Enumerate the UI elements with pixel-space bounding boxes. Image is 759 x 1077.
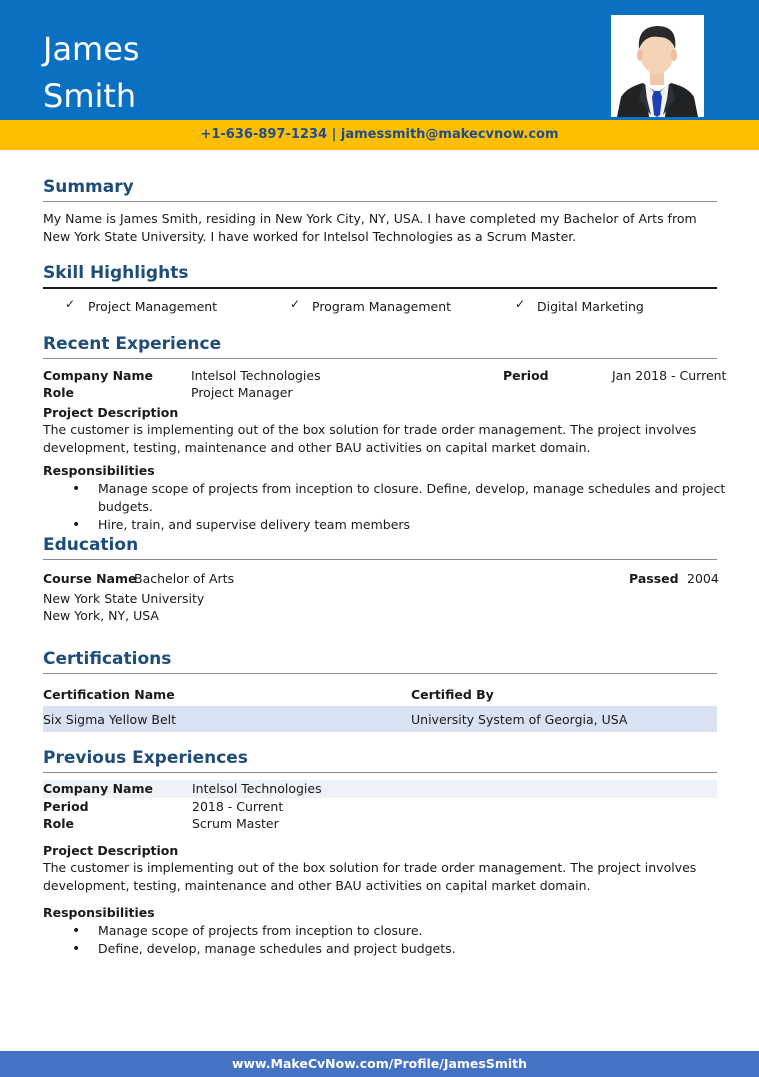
recent-experience-title: Recent Experience xyxy=(43,334,717,359)
footer-bar xyxy=(0,1051,759,1077)
skill-item: Project Management xyxy=(88,299,218,314)
cert-by-cell: University System of Georgia, USA xyxy=(411,712,628,727)
role-label: Role xyxy=(43,385,74,400)
role-value: Project Manager xyxy=(191,385,293,400)
candidate-name xyxy=(43,26,140,120)
skill-item: Program Management xyxy=(312,299,452,314)
cert-name-cell: Six Sigma Yellow Belt xyxy=(43,712,177,727)
company-value: Intelsol Technologies xyxy=(192,781,322,796)
passed-value: 2004 xyxy=(687,571,719,586)
period-label: Period xyxy=(503,368,549,383)
company-value: Intelsol Technologies xyxy=(191,368,321,383)
list-item: • Manage scope of projects from inception to closure. Define, develop, manage schedules and project budgets. xyxy=(43,480,733,516)
responsibilities-label: Responsibilities xyxy=(43,463,155,478)
company-label: Company Name xyxy=(43,368,153,383)
list-item: • Define, develop, manage schedules and project budgets. xyxy=(43,940,733,958)
summary-title: Summary xyxy=(43,177,717,202)
passed-label: Passed xyxy=(629,571,679,586)
project-description-label: Project Description xyxy=(43,405,179,420)
email-address[interactable]: jamessmith@makecvnow.com xyxy=(340,127,559,142)
responsibilities-list xyxy=(43,922,733,958)
check-icon: ✓ xyxy=(290,297,301,311)
course-value: Bachelor of Arts xyxy=(134,571,235,586)
period-value: Jan 2018 - Current xyxy=(612,368,727,383)
role-label: Role xyxy=(43,816,74,831)
profile-photo xyxy=(611,15,704,117)
university-location: New York, NY, USA xyxy=(43,608,159,623)
period-value: 2018 - Current xyxy=(192,799,284,814)
certifications-title: Certifications xyxy=(43,649,717,674)
check-icon: ✓ xyxy=(515,297,526,311)
company-label: Company Name xyxy=(43,781,153,796)
contact-separator: | xyxy=(331,127,337,142)
project-description-text: The customer is implementing out of the box solution for trade order management. The project involves development, testing, maintenance and other BAU activities on capital market domain. xyxy=(43,422,697,455)
course-label: Course Name xyxy=(43,571,137,586)
skill-item: Digital Marketing xyxy=(537,299,644,314)
last-name: Smith xyxy=(43,77,137,115)
cert-name-header: Certification Name xyxy=(43,687,175,702)
skills-title: Skill Highlights xyxy=(43,263,717,289)
role-value: Scrum Master xyxy=(192,816,279,831)
cert-by-header: Certified By xyxy=(411,687,494,702)
header-banner xyxy=(0,0,759,120)
summary-text: My Name is James Smith, residing in New York City, NY, USA. I have completed my Bachelor of Arts from New York State University. I have worked for Intelsol Technologies as a Scrum Master. xyxy=(43,211,697,244)
list-item: • Hire, train, and supervise delivery team members xyxy=(43,516,733,534)
period-label: Period xyxy=(43,799,89,814)
responsibilities-label: Responsibilities xyxy=(43,905,155,920)
education-title: Education xyxy=(43,535,717,560)
previous-experiences-title: Previous Experiences xyxy=(43,748,717,773)
project-description-text: The customer is implementing out of the box solution for trade order management. The project involves development, testing, maintenance and other BAU activities on capital market domain. xyxy=(43,860,697,893)
university-name: New York State University xyxy=(43,591,205,606)
list-item: • Manage scope of projects from inception to closure. xyxy=(43,922,733,940)
check-icon: ✓ xyxy=(65,297,76,311)
avatar-icon xyxy=(611,15,704,117)
first-name: James xyxy=(43,30,140,68)
contact-bar xyxy=(0,120,759,150)
phone-number: +1-636-897-1234 xyxy=(200,127,328,142)
project-description-label: Project Description xyxy=(43,843,179,858)
profile-link[interactable]: www.MakeCvNow.com/Profile/JamesSmith xyxy=(231,1056,528,1071)
responsibilities-list xyxy=(43,480,733,534)
